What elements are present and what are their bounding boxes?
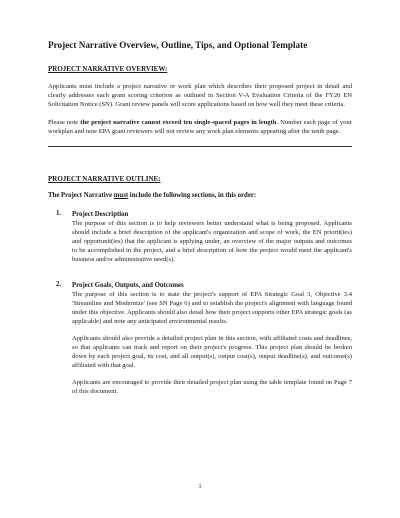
overview-heading: PROJECT NARRATIVE OVERVIEW: — [48, 65, 168, 73]
overview-paragraph-1: Applicants must include a project narrative or work plan which describes their proposed project in detail and clearly addresses each grant scoring criterion as outlined in Section V-A Evaluation Criteria of the FY20 EN Solicitation Notice (SN). Grant review panels will score applications based on how well they meet these criteria. — [48, 83, 352, 108]
outline-heading: PROJECT NARRATIVE OUTLINE: — [48, 175, 161, 183]
item-body — [72, 281, 352, 404]
overview-paragraph-2 — [48, 118, 352, 136]
page-limit-statement: the project narrative cannot exceed ten single-spaced pages in length — [80, 119, 277, 126]
item-number: 2. — [56, 281, 62, 288]
outline-lead — [48, 192, 352, 199]
section-divider — [48, 146, 352, 147]
item-title: Project Description — [72, 211, 129, 218]
outline-lead-start: The Project Narrative — [48, 192, 114, 199]
page-limit-intro: Please note — [48, 119, 81, 126]
item-title: Project Goals, Outputs, and Outcomes — [72, 282, 184, 289]
item-paragraph: Applicants should also provide a detailed project plan in this section, with affiliated costs and deadlines, so that applicants can track and report on their project's progress. This project plan should be broken down by each project goal, its cost, and all output(s), output cost(s), output deadline(s), and outcome(s) affiliated with that goal. — [72, 335, 352, 369]
item-paragraph: Applicants are encouraged to provide their detailed project plan using the table template found on Page 7 of this document. — [72, 379, 352, 395]
item-number: 1. — [56, 210, 62, 217]
item-body — [72, 210, 352, 272]
page-limit-rest: . Number each page of your workplan and note EPA grant reviewers will not review any work plan elements appearing after the tenth page. — [48, 119, 352, 135]
outline-lead-end: include the following sections, in this order: — [128, 192, 257, 199]
outline-item-goals-outputs-outcomes — [48, 281, 352, 404]
outline-lead-must: must — [113, 192, 129, 199]
item-paragraph: The purpose of this section is to state the project's support of EPA Strategic Goal 3, Objective 3.4 'Streamline and Modernize' (see SN Page 6) and to establish the project's alignment with language found under this objective. Applicants should also detail how their project supports other EPA strategic goals (as applicable) and note any anticipated environmental results. — [72, 291, 352, 325]
page-number: 1 — [198, 483, 202, 490]
outline-item-project-description — [48, 210, 352, 272]
document-title: Project Narrative Overview, Outline, Tips, and Optional Template — [48, 40, 308, 50]
item-paragraph: The purpose of this section is to help reviewers better understand what is being proposed. Applicants should include a brief description of the applicant's organization and scope of work, the EN priorit(ies) and opportunit(ies) that the applicant is applying under, an overview of the major outputs and outcomes to be accomplished in the project, and a brief description of how the project would meet the applicant's business and/or administrative need(s). — [72, 220, 352, 263]
